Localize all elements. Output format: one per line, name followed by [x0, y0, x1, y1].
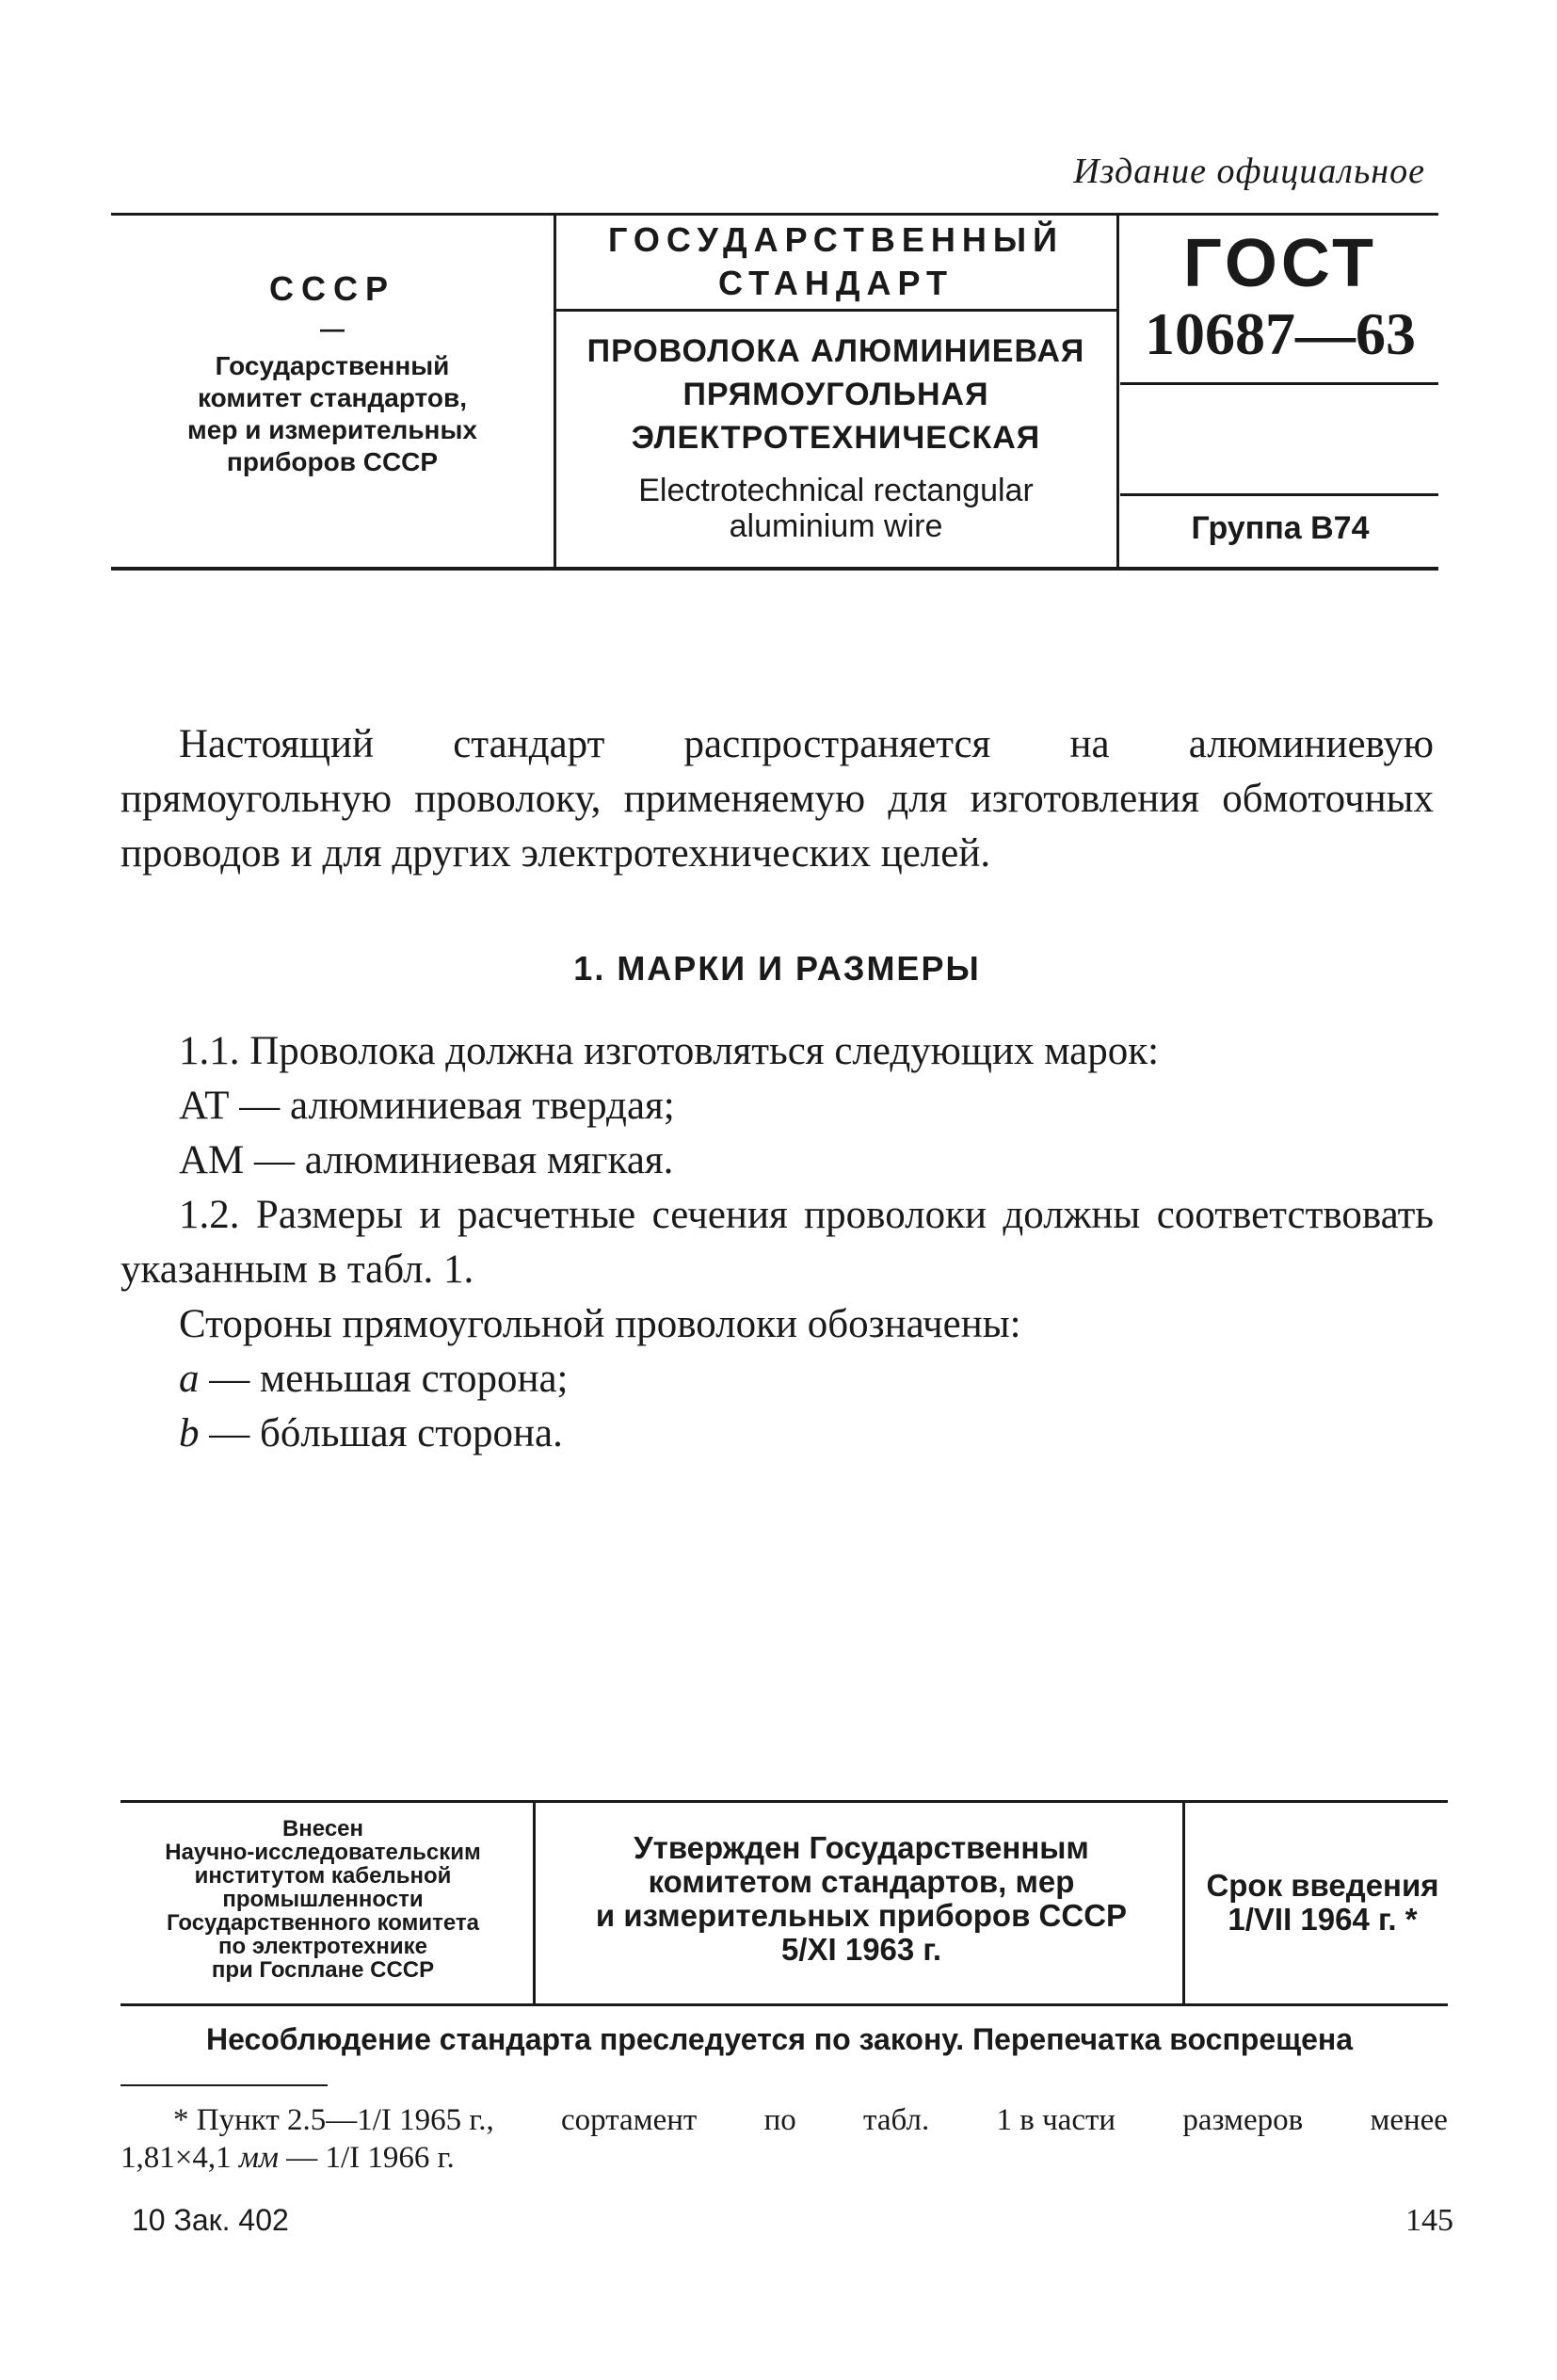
state-standard-line: ГОСУДАРСТВЕННЫЙ: [607, 220, 1064, 259]
english-title-line: aluminium wire: [729, 508, 943, 544]
footnote-date: — 1/I 1966 г.: [279, 2141, 455, 2175]
footer-divider-right: [1182, 1800, 1185, 2003]
committee-line: мер и измерительных: [187, 415, 477, 444]
side-b-letter: b: [179, 1411, 200, 1455]
footnote-word: 1 в части: [996, 2103, 1116, 2137]
footer-bottom-rule: [120, 2003, 1448, 2006]
header-right-rule-1: [1120, 382, 1438, 385]
approved-line: Утвержден Государственным: [634, 1830, 1089, 1865]
footnote-word: сортамент: [561, 2103, 698, 2137]
side-a-letter: а: [179, 1357, 200, 1401]
english-title-line: Electrotechnical rectangular: [638, 473, 1034, 508]
approved-line: 5/XI 1963 г.: [780, 1932, 942, 1967]
title-line: ПРОВОЛОКА АЛЮМИНИЕВАЯ: [586, 333, 1085, 369]
effective-date: [1186, 1869, 1459, 1937]
introduced-line: Научно-исследовательским: [165, 1840, 481, 1865]
introduced-line: по электротехнике: [218, 1934, 427, 1959]
header-authority: [111, 269, 554, 478]
introduced-line: при Госплане СССР: [211, 1957, 435, 1983]
gost-number: 10687—63: [1145, 300, 1416, 367]
introduced-by: [120, 1817, 525, 1982]
approved-by: [541, 1831, 1181, 1967]
introduced-line: Внесен: [281, 1816, 364, 1841]
grade-at: АТ — алюминиевая твердая;: [179, 1084, 675, 1128]
footnote-word: размеров: [1182, 2103, 1304, 2137]
side-b-text: — бóльшая сторона.: [199, 1411, 563, 1455]
print-order: 10 Зак. 402: [132, 2203, 289, 2237]
standard-title: [555, 330, 1116, 459]
footnote-line-2: [120, 2139, 1448, 2177]
law-notice: Несоблюдение стандарта преследуется по закону. Перепечатка воспрещена: [205, 2022, 1354, 2056]
title-line: ЭЛЕКТРОТЕХНИЧЕСКАЯ: [631, 420, 1041, 456]
section-content: [120, 1024, 1434, 1461]
footnote-word: * Пункт 2.5—1/I 1965 г.,: [173, 2103, 494, 2137]
introduced-line: институтом кабельной: [194, 1863, 452, 1889]
page-number: 145: [1405, 2203, 1453, 2238]
committee-line: приборов СССР: [226, 447, 439, 476]
footnote-dims: 1,81×4,1: [120, 2141, 239, 2175]
header-top-rule: [111, 213, 1438, 216]
header-dash: —: [320, 314, 345, 343]
term-line: 1/VII 1964 г. *: [1228, 1902, 1418, 1937]
side-b: [120, 1407, 1434, 1461]
edition-label: Издание официальное: [1073, 152, 1425, 191]
header-right-rule-2: [1120, 493, 1438, 496]
intro-block: [120, 717, 1434, 881]
side-a: [120, 1352, 1434, 1407]
section-title: 1. МАРКИ И РАЗМЕРЫ: [573, 949, 981, 988]
footnote-separator: [120, 2084, 328, 2086]
term-line: Срок введения: [1206, 1868, 1439, 1903]
state-standard-label: [555, 218, 1116, 305]
state-standard-line: СТАНДАРТ: [718, 264, 954, 302]
footer-top-rule: [120, 1800, 1448, 1803]
introduced-line: Государственного комитета: [166, 1910, 480, 1936]
footnote-line-1: [120, 2101, 1448, 2139]
item-1-2: 1.2. Размеры и расчетные сечения проволоки должны соответствовать указанным в табл. 1.: [120, 1193, 1434, 1292]
header-bottom-rule: [111, 567, 1438, 571]
introduced-line: промышленности: [222, 1887, 424, 1912]
english-title: [555, 473, 1116, 544]
footnote-unit: мм: [238, 2141, 279, 2175]
committee-line: Государственный: [215, 351, 450, 380]
footnote-word: менее: [1370, 2103, 1448, 2137]
approved-line: комитетом стандартов, мер: [648, 1864, 1075, 1899]
footnote-word: по: [763, 2103, 796, 2137]
item-1-1: 1.1. Проволока должна изготовляться следующих марок:: [179, 1029, 1160, 1073]
approved-line: и измерительных приборов СССР: [595, 1898, 1128, 1933]
sides-intro: Стороны прямоугольной проволоки обозначены:: [179, 1302, 1021, 1346]
footnote: [120, 2101, 1448, 2177]
footnote-word: табл.: [863, 2103, 930, 2137]
gost-label: ГОСТ: [1182, 226, 1378, 301]
committee-line: комитет стандартов,: [197, 383, 467, 412]
footer-divider-left: [533, 1800, 536, 2003]
header-mid-rule: [555, 309, 1116, 312]
header-divider-right: [1116, 213, 1119, 567]
side-a-text: — меньшая сторона;: [199, 1357, 569, 1401]
title-line: ПРЯМОУГОЛЬНАЯ: [682, 377, 989, 412]
ussr-label: СССР: [268, 269, 395, 308]
group-code: Группа В74: [1191, 510, 1370, 546]
intro-paragraph: Настоящий стандарт распространяется на алюминиевую прямоугольную проволоку, применяемую для изготовления обмоточных проводов и для других электротехнических целей.: [120, 722, 1434, 876]
grade-am: АМ — алюминиевая мягкая.: [179, 1138, 674, 1182]
